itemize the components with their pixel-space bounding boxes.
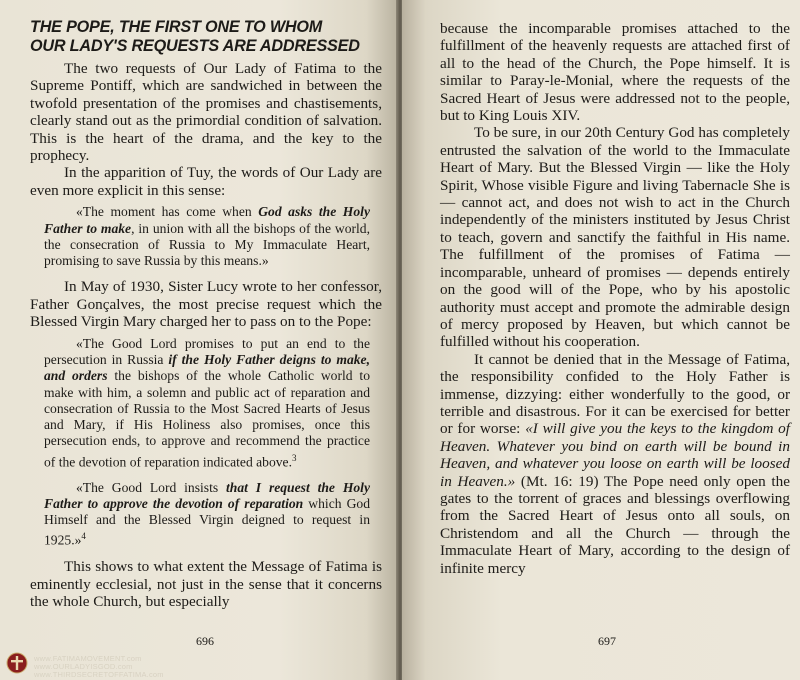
quote-text: the bishops of the whole Catholic world to make with him, a solemn and public act of reparation and consecration of Russia to the Most Sacred Hearts of Jesus and Mary, if His Holiness also promises, once this persecution ends, to approve and recommend the practice of the devotion of reparation indicated above. (44, 368, 370, 470)
quote-emphasis: if the Holy Father deigns to make, and orders (44, 351, 370, 384)
seal-icon (6, 652, 28, 674)
heading-line-1: THE POPE, THE FIRST ONE TO WHOM (30, 18, 323, 36)
footnote-ref: 3 (292, 452, 297, 463)
paragraph-3: In May of 1930, Sister Lucy wrote to her confessor, Father Gonçalves, the most precise request which the Blessed Virgin Mary charged her to pass on to the Pope: (30, 278, 382, 331)
heading-line-2: OUR LADY'S REQUESTS ARE ADDRESSED (30, 37, 360, 55)
left-page (0, 0, 398, 680)
paragraph-1: because the incomparable promises attached to the fulfillment of the heavenly requests are attached first of all to the head of the Church, the Pope himself. It is similar to Paray-le-Monial, where the requests of the Sacred Heart of Jesus were addressed not to the people, but to King Louis XIV. (440, 20, 790, 125)
site-link-3[interactable]: www.THIRDSECRETOFFATIMA.com (34, 670, 164, 679)
paragraph-1: The two requests of Our Lady of Fatima to the Supreme Pontiff, which are sandwiched in between the twofold presentation of the promises and chastisements, clearly stand out as the primordial condition of salvation. This is the heart of the drama, and the key to the prophecy. (30, 60, 382, 165)
quote-reparation (44, 480, 370, 550)
quote-text: , in union with all the bishops of the world, the consecration of Russia to My Immaculate Heart, promising to save Russia by this means.» (44, 220, 370, 269)
quote-emphasis: God asks the Holy Father to make (44, 204, 370, 236)
paragraph-4: This shows to what extent the Message of Fatima is eminently ecclesial, not just in the sense that it concerns the whole Church, but especially (30, 558, 382, 611)
chapter-heading (30, 18, 382, 56)
quote-1930 (44, 336, 370, 471)
paragraph-text: (Mt. 16: 19) The Pope need only open the gates to the torrent of graces and blessings overflowing from the Sacred Heart of Jesus onto all souls, on Christendom and all the Church — through the Immaculate Heart of Mary, according to the design of infinite mercy (440, 472, 790, 577)
right-page (402, 0, 800, 680)
quote-text: «The moment has come when (76, 204, 259, 220)
footnote-ref: 4 (81, 531, 86, 542)
quote-text: which God Himself and the Blessed Virgin deigned to request in 1925.» (44, 495, 370, 548)
paragraph-text: It cannot be denied that in the Message of Fatima, the responsibility confided to the Holy Father is immense, dizzying: either wonderfully to the good, or terrible and disastrous. For it can be exercised for better or for worse: (440, 350, 790, 438)
paragraph-2: In the apparition of Tuy, the words of Our Lady are even more explicit in this sense: (30, 164, 382, 199)
quote-tuy (44, 204, 370, 269)
page-number: 696 (196, 634, 214, 648)
paragraph-3 (440, 351, 790, 577)
site-link-1[interactable]: www.FATIMAMOVEMENT.com (34, 654, 142, 663)
quote-text: «The Good Lord insists (76, 479, 227, 495)
page-number: 697 (598, 634, 616, 648)
paragraph-2: To be sure, in our 20th Century God has completely entrusted the salvation of the world to the Immaculate Heart of Mary. But the Blessed Virgin — like the Holy Spirit, Whose visible Figure and living Tabernacle She is — cannot act, and does not wish to act in the Church independently of the ministers instituted by Jesus Christ to teach, govern and sanctify the faithful in His name. The fulfillment of the promises of Fatima — incomparable, unheard of promises — depends entirely on the good will of the Pope, who by his apostolic authority must accept and promote the admirable design of mercy proposed by Heaven, but which cannot be fulfilled without his cooperation. (440, 124, 790, 351)
quote-emphasis: that I request the Holy Father to approve the devotion of reparation (44, 479, 370, 511)
footer-watermark (6, 650, 236, 678)
site-link-2[interactable]: www.OURLADYISGOD.com (34, 662, 133, 671)
quote-text: «The Good Lord promises to put an end to the persecution in Russia (44, 335, 370, 367)
scripture-quote: «I will give you the keys to the kingdom of Heaven. Whatever you bind on earth will be bound in Heaven, and whatever you loose on earth will be loosed in Heaven.» (440, 420, 790, 490)
